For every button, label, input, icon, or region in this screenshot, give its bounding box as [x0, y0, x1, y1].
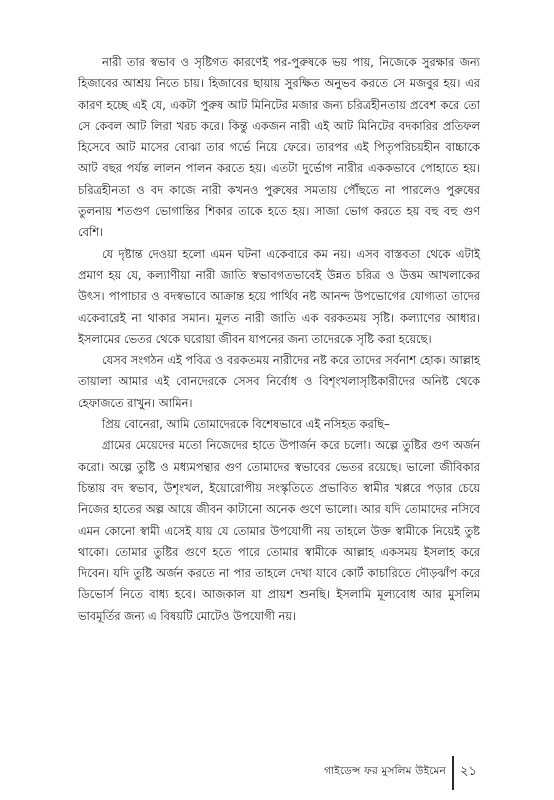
paragraph-3: যেসব সংগঠন এই পবিত্র ও বরকতময় নারীদের নষ্ট করে তাদের সর্বনাশ হোক। আল্লাহ তায়ালা আমার এই বোনদেরকে সেসব নির্বোধ ও বিশৃংখলাসৃষ্টিকারীদের অনিষ্ট থেকে হেফাজতে রাখুন। আমিন।: [78, 353, 480, 410]
paragraph-2: যে দৃষ্টান্ত দেওয়া হলো এমন ঘটনা একেবারে কম নয়। এসব বাস্তবতা থেকে এটাই প্রমাণ হয় যে, কল্যাণীয়া নারী জাতি স্বভাবগতভাবেই উন্নত চরিত্র ও উত্তম আখলাকের উৎস। পাপাচার ও বদস্বভাবে আক্রান্ত হয়ে পার্থিব নষ্ট আনন্দ উপভোগের যোগ্যতা তাদের একেবারেই না থাকার সমান। মূলত নারী জাতি এক বরকতময় সৃষ্টি। কল্যাণের আধার। ইসলামের ভেতর থেকে ঘরোয়া জীবন যাপনের জন্য তাদেরকে সৃষ্টি করা হয়েছে।: [78, 246, 480, 346]
paragraph-1: নারী তার স্বভাব ও সৃষ্টিগত কারণেই পর-পুরুষকে ভয় পায়, নিজেকে সুরক্ষার জন্য হিজাবের আশ্রয় নিতে চায়। হিজাবের ছায়ায় সুরক্ষিত অনুভব করতে সে মজবুর হয়। এর কারণ হচ্ছে এই যে, একটা পুরুষ আট মিনিটের মজার জন্য চরিত্রহীনতায় প্রবেশ করে তো সে কেবল আট লিরা খরচ করে। কিন্তু একজন নারী এই আট মিনিটের বদকারির প্রতিফল হিসেবে আট মাসের বোঝা তার গর্ভে নিয়ে ফেরে। তারপর এই পিতৃপরিচয়হীন বাচ্চাকে আট বছর পর্যন্ত লালন পালন করতে হয়। এতটা দুর্ভোগ নারীর এককভাবে পোহাতে হয়। চরিত্রহীনতা ও বদ কাজে নারী কখনও পুরুষের সমতায় পৌঁছতে না পারলেও পুরুষের তুলনায় শতগুণ ভোগান্তির শিকার তাকে হতে হয়। সাজা ভোগ করতে হয় বহু বহু গুণ বেশি।: [78, 55, 480, 240]
page-number: ২১: [460, 764, 477, 779]
paragraph-5: গ্রামের মেয়েদের মতো নিজেদের হাতে উপার্জন করে চলো। অল্পে তুষ্টির গুণ অর্জন করো। অল্পে তুষ্টি ও মধ্যমপন্থার গুণ তোমাদের স্বভাবের ভেতর রয়েছে। ভালো জীবিকার চিন্তায় বদ স্বভাব, উশৃংখল, ইয়োরোপীয় সংস্কৃতিতে প্রভাবিত স্বামীর খপ্পরে পড়ার চেয়ে নিজের হাতের অল্প আয়ে জীবন কাটানো অনেক গুণে ভালো। আর যদি তোমাদের নসিবে এমন কোনো স্বামী এসেই যায় যে তোমার উপযোগী নয় তাহলে উক্ত স্বামীকে নিয়েই তুষ্ট থাকো। তোমার তুষ্টির গুণে হতে পারে তোমার স্বামীকে আল্লাহ একসময় ইসলাহ করে দিবেন। যদি তুষ্টি অর্জন করতে না পার তাহলে দেখা যাবে কোর্ট কাচারিতে দৌড়ঝাঁপ করে ডিভোর্স নিতে বাধ্য হবে। আজকাল যা প্রায়শ শুনছি। ইসলামি মূল্যবোধ আর মুসলিম ভাবমূর্তির জন্য এ বিষয়টি মোটেও উপযোগী নয়।: [78, 438, 480, 623]
paragraph-4: প্রিয় বোনেরা, আমি তোমাদেরকে বিশেষভাবে এই নসিহত করছি–: [102, 417, 390, 432]
body-text: [78, 52, 480, 627]
page-footer: [0, 752, 554, 792]
footer-divider: [452, 756, 454, 790]
running-title: গাইডেন্স ফর মুসলিম উইমেন: [324, 765, 446, 777]
